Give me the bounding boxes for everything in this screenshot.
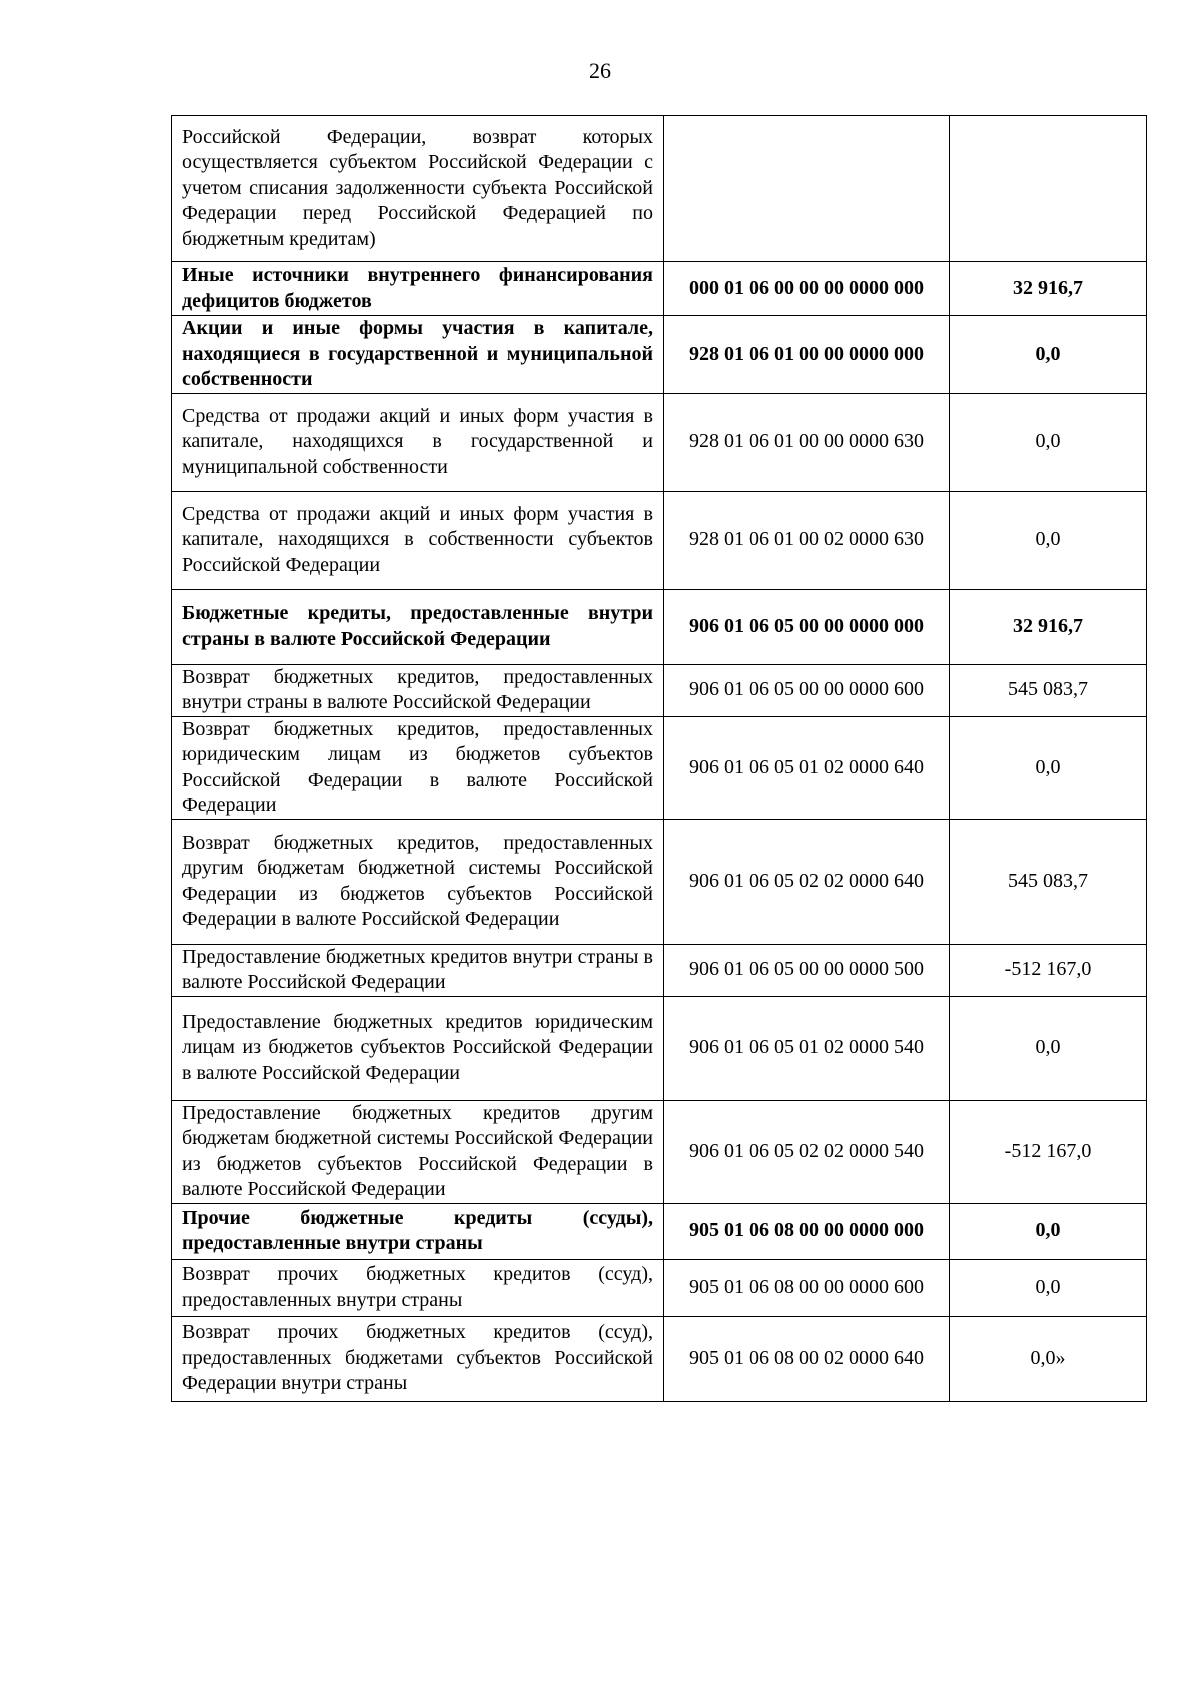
- row-name: Возврат прочих бюджетных кредитов (ссуд), предоставленных внутри страны: [172, 1259, 664, 1316]
- row-sum: 0,0: [950, 716, 1147, 819]
- row-code: 000 01 06 00 00 00 0000 000: [664, 262, 950, 316]
- row-sum: 0,0: [950, 1259, 1147, 1316]
- table-row: [172, 664, 1147, 716]
- row-name: Средства от продажи акций и иных форм участия в капитале, находящихся в государственной и муниципальной собственности: [172, 393, 664, 491]
- row-sum: -512 167,0: [950, 944, 1147, 996]
- table-row: [172, 819, 1147, 944]
- row-code: 928 01 06 01 00 00 0000 000: [664, 316, 950, 394]
- row-code: 906 01 06 05 00 00 0000 600: [664, 664, 950, 716]
- table-row: [172, 996, 1147, 1100]
- row-code: 906 01 06 05 02 02 0000 640: [664, 819, 950, 944]
- row-name: Возврат бюджетных кредитов, предоставленных юридическим лицам из бюджетов субъектов Российской Федерации в валюте Российской Федерации: [172, 716, 664, 819]
- row-sum: 0,0: [950, 996, 1147, 1100]
- table-row: [172, 393, 1147, 491]
- row-sum: 0,0: [950, 393, 1147, 491]
- row-code: 905 01 06 08 00 02 0000 640: [664, 1316, 950, 1401]
- row-sum: 0,0»: [950, 1316, 1147, 1401]
- row-name: Предоставление бюджетных кредитов юридическим лицам из бюджетов субъектов Российской Федерации в валюте Российской Федерации: [172, 996, 664, 1100]
- table-row: [172, 1100, 1147, 1203]
- row-name: Акции и иные формы участия в капитале, находящиеся в государственной и муниципальной собственности: [172, 316, 664, 394]
- table-row: [172, 116, 1147, 262]
- row-name: Российской Федерации, возврат которых осуществляется субъектом Российской Федерации с учетом списания задолженности субъекта Российской Федерации перед Российской Федерацией по бюджетным кредитам): [172, 116, 664, 262]
- row-code: 905 01 06 08 00 00 0000 600: [664, 1259, 950, 1316]
- table-row: [172, 1203, 1147, 1259]
- row-sum: 32 916,7: [950, 589, 1147, 664]
- row-code: 906 01 06 05 00 00 0000 000: [664, 589, 950, 664]
- row-name: Возврат прочих бюджетных кредитов (ссуд), предоставленных бюджетами субъектов Российской Федерации внутри страны: [172, 1316, 664, 1401]
- row-code: [664, 116, 950, 262]
- row-name: Возврат бюджетных кредитов, предоставленных другим бюджетам бюджетной системы Российской Федерации из бюджетов субъектов Российской Федерации в валюте Российской Федерации: [172, 819, 664, 944]
- table-row: [172, 491, 1147, 589]
- row-code: 906 01 06 05 01 02 0000 640: [664, 716, 950, 819]
- row-sum: [950, 116, 1147, 262]
- row-code: 906 01 06 05 02 02 0000 540: [664, 1100, 950, 1203]
- budget-sources-table: [171, 115, 1147, 1402]
- row-sum: 32 916,7: [950, 262, 1147, 316]
- row-name: Возврат бюджетных кредитов, предоставленных внутри страны в валюте Российской Федерации: [172, 664, 664, 716]
- row-sum: 0,0: [950, 491, 1147, 589]
- row-name: Средства от продажи акций и иных форм участия в капитале, находящихся в собственности субъектов Российской Федерации: [172, 491, 664, 589]
- table-row: [172, 316, 1147, 394]
- row-name: Бюджетные кредиты, предоставленные внутри страны в валюте Российской Федерации: [172, 589, 664, 664]
- table-row: [172, 1316, 1147, 1401]
- table-row: [172, 944, 1147, 996]
- row-sum: 0,0: [950, 1203, 1147, 1259]
- row-sum: 545 083,7: [950, 664, 1147, 716]
- page-number: 26: [589, 58, 611, 83]
- row-sum: -512 167,0: [950, 1100, 1147, 1203]
- row-code: 905 01 06 08 00 00 0000 000: [664, 1203, 950, 1259]
- row-code: 928 01 06 01 00 02 0000 630: [664, 491, 950, 589]
- table-row: [172, 1259, 1147, 1316]
- row-sum: 0,0: [950, 316, 1147, 394]
- row-name: Иные источники внутреннего финансирования дефицитов бюджетов: [172, 262, 664, 316]
- table-row: [172, 262, 1147, 316]
- row-name: Предоставление бюджетных кредитов другим бюджетам бюджетной системы Российской Федерации из бюджетов субъектов Российской Федерации в валюте Российской Федерации: [172, 1100, 664, 1203]
- table-row: [172, 716, 1147, 819]
- row-code: 906 01 06 05 01 02 0000 540: [664, 996, 950, 1100]
- row-name: Предоставление бюджетных кредитов внутри страны в валюте Российской Федерации: [172, 944, 664, 996]
- row-name: Прочие бюджетные кредиты (ссуды), предоставленные внутри страны: [172, 1203, 664, 1259]
- row-code: 928 01 06 01 00 00 0000 630: [664, 393, 950, 491]
- row-code: 906 01 06 05 00 00 0000 500: [664, 944, 950, 996]
- row-sum: 545 083,7: [950, 819, 1147, 944]
- table-row: [172, 589, 1147, 664]
